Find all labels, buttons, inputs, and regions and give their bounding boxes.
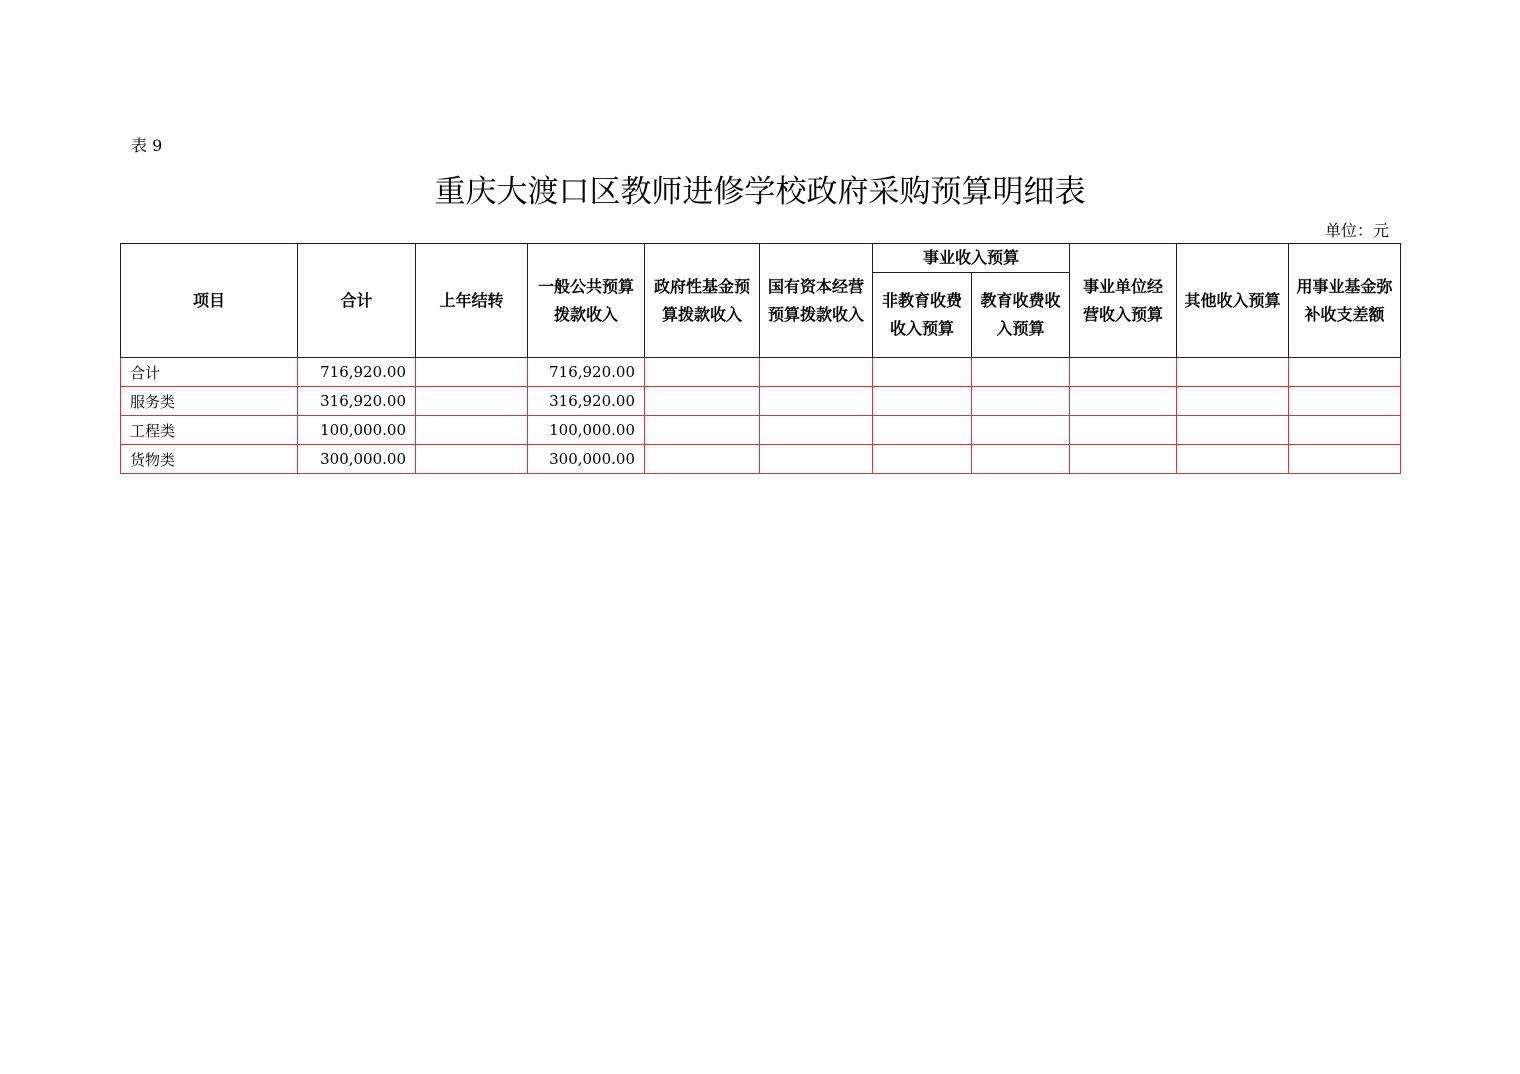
cell-operating xyxy=(1070,445,1177,474)
cell-general: 300,000.00 xyxy=(528,445,645,474)
cell-total: 716,920.00 xyxy=(298,358,416,387)
table-row xyxy=(121,445,1401,474)
cell-non-edu xyxy=(873,358,972,387)
cell-other xyxy=(1177,416,1289,445)
table-number: 表 9 xyxy=(131,136,163,155)
page-title: 重庆大渡口区教师进修学校政府采购预算明细表 xyxy=(434,174,1086,210)
cell-fund xyxy=(645,387,760,416)
cell-edu xyxy=(972,416,1070,445)
table-row xyxy=(121,358,1401,387)
header-business-income-group: 事业收入预算 xyxy=(873,244,1070,273)
cell-operating xyxy=(1070,416,1177,445)
cell-fund xyxy=(645,358,760,387)
procurement-budget-table xyxy=(120,243,1401,474)
cell-fund xyxy=(645,445,760,474)
cell-state-capital xyxy=(760,416,873,445)
cell-fund-gap xyxy=(1289,445,1401,474)
cell-non-edu xyxy=(873,387,972,416)
header-fund-gap: 用事业基金弥补收支差额 xyxy=(1289,244,1401,358)
cell-edu xyxy=(972,445,1070,474)
cell-state-capital xyxy=(760,445,873,474)
cell-carryover xyxy=(416,416,528,445)
header-operating-income: 事业单位经营收入预算 xyxy=(1070,244,1177,358)
cell-carryover xyxy=(416,358,528,387)
cell-non-edu xyxy=(873,445,972,474)
header-general-budget: 一般公共预算拨款收入 xyxy=(528,244,645,358)
cell-carryover xyxy=(416,445,528,474)
cell-general: 716,920.00 xyxy=(528,358,645,387)
unit-label: 单位：元 xyxy=(1324,221,1389,240)
cell-other xyxy=(1177,445,1289,474)
cell-state-capital xyxy=(760,387,873,416)
header-other-income: 其他收入预算 xyxy=(1177,244,1289,358)
cell-general: 100,000.00 xyxy=(528,416,645,445)
cell-other xyxy=(1177,387,1289,416)
cell-total: 100,000.00 xyxy=(298,416,416,445)
header-edu-fee: 教育收费收入预算 xyxy=(972,273,1070,358)
header-item: 项目 xyxy=(121,244,298,358)
cell-other xyxy=(1177,358,1289,387)
cell-general: 316,920.00 xyxy=(528,387,645,416)
cell-operating xyxy=(1070,358,1177,387)
header-total: 合计 xyxy=(298,244,416,358)
cell-fund xyxy=(645,416,760,445)
cell-edu xyxy=(972,358,1070,387)
cell-item: 工程类 xyxy=(121,416,298,445)
cell-total: 300,000.00 xyxy=(298,445,416,474)
cell-carryover xyxy=(416,387,528,416)
cell-item: 合计 xyxy=(121,358,298,387)
header-state-capital: 国有资本经营预算拨款收入 xyxy=(760,244,873,358)
cell-item: 货物类 xyxy=(121,445,298,474)
header-non-edu-fee: 非教育收费收入预算 xyxy=(873,273,972,358)
cell-non-edu xyxy=(873,416,972,445)
cell-edu xyxy=(972,387,1070,416)
cell-total: 316,920.00 xyxy=(298,387,416,416)
table-row xyxy=(121,416,1401,445)
cell-fund-gap xyxy=(1289,358,1401,387)
table-row xyxy=(121,387,1401,416)
cell-state-capital xyxy=(760,358,873,387)
cell-fund-gap xyxy=(1289,387,1401,416)
cell-fund-gap xyxy=(1289,416,1401,445)
cell-operating xyxy=(1070,387,1177,416)
header-carryover: 上年结转 xyxy=(416,244,528,358)
header-gov-fund: 政府性基金预算拨款收入 xyxy=(645,244,760,358)
cell-item: 服务类 xyxy=(121,387,298,416)
